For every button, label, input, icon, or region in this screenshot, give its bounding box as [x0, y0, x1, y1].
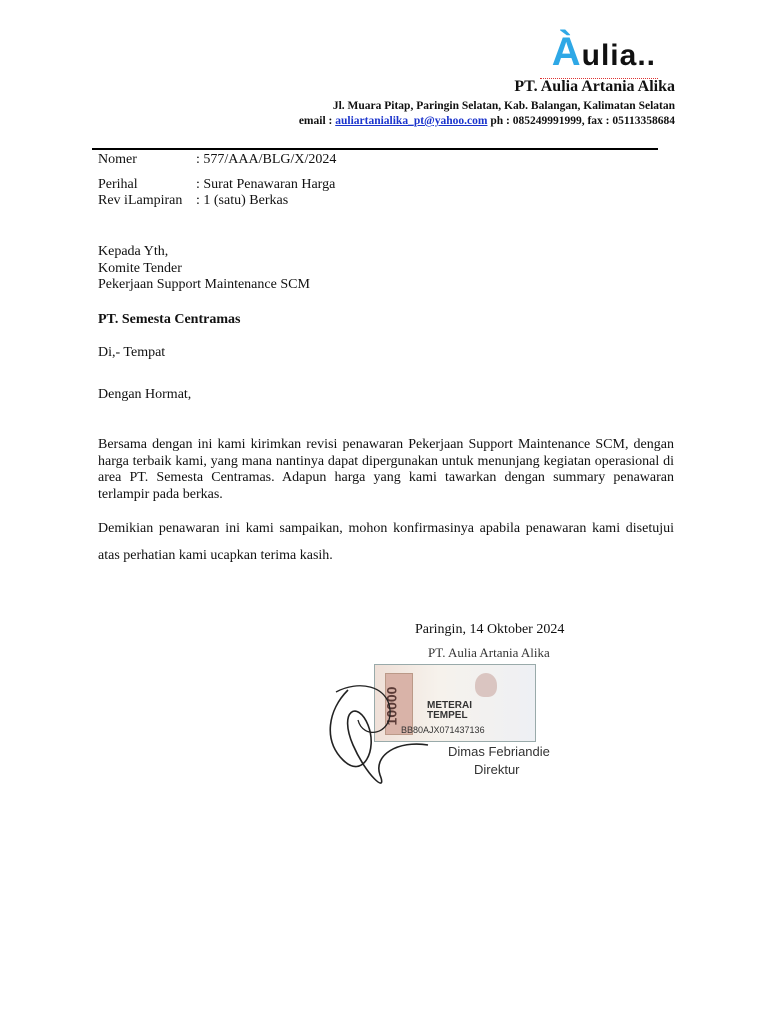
letterhead-company-name: PT. Aulia Artania Alika	[514, 78, 675, 95]
greeting: Dengan Hormat,	[98, 387, 192, 402]
meta-lampiran	[98, 193, 289, 209]
meta-lampiran-value: : 1 (satu) Berkas	[196, 193, 289, 208]
logo-initial: À	[551, 30, 582, 74]
meta-perihal-value: : Surat Penawaran Harga	[196, 177, 336, 192]
handwritten-signature	[318, 650, 438, 800]
meta-nomor-label: Nomer	[98, 152, 137, 167]
meta-lampiran-label: Rev iLampiran	[98, 193, 183, 208]
letterhead-contact	[299, 115, 675, 127]
header-divider	[92, 148, 658, 150]
stamp-value: 10000	[383, 686, 400, 726]
meta-nomor	[98, 152, 337, 168]
meta-nomor-value: : 577/AAA/BLG/X/2024	[196, 152, 337, 167]
body-paragraph-1: Bersama dengan ini kami kirimkan revisi penawaran Pekerjaan Support Maintenance SCM, dengan harga terbaik kami, yang mana nantinya dapat dipergunakan untuk menunjang kegiatan operasional di area PT. Semesta Centramas. Adapun harga yang kami tawarkan dengan summary penawaran terlampir pada berkas.	[98, 437, 674, 502]
phone-fax: ph : 085249991999, fax : 05113358684	[490, 115, 675, 127]
meta-perihal-label: Perihal	[98, 177, 138, 192]
meta-perihal	[98, 177, 336, 193]
company-logo	[552, 30, 656, 75]
recipient-line2: Komite Tender	[98, 261, 182, 276]
signature-name: Dimas Febriandie	[448, 744, 550, 759]
signature-company: PT. Aulia Artania Alika	[428, 645, 550, 660]
logo-text: ulia..	[581, 39, 656, 72]
recipient-company: PT. Semesta Centramas	[98, 312, 241, 327]
signature-place-date: Paringin, 14 Oktober 2024	[415, 622, 565, 637]
email-link[interactable]: auliartanialika_pt@yahoo.com	[335, 115, 488, 127]
recipient-line1: Kepada Yth,	[98, 244, 169, 259]
letterhead-address: Jl. Muara Pitap, Paringin Selatan, Kab. Balangan, Kalimatan Selatan	[332, 100, 675, 112]
email-label: email :	[298, 115, 333, 127]
garuda-emblem-icon	[475, 673, 497, 697]
signature-title: Direktur	[474, 762, 520, 777]
stamp-serial: BB80AJX071437136	[401, 725, 485, 735]
recipient-place: Di,- Tempat	[98, 345, 166, 360]
stamp-label: METERAI TEMPEL	[427, 700, 472, 721]
recipient-line3: Pekerjaan Support Maintenance SCM	[98, 277, 310, 292]
body-paragraph-2: Demikian penawaran ini kami sampaikan, mohon konfirmasinya apabila penawaran kami disetujui atas perhatian kami ucapkan terima kasih.	[98, 521, 674, 563]
